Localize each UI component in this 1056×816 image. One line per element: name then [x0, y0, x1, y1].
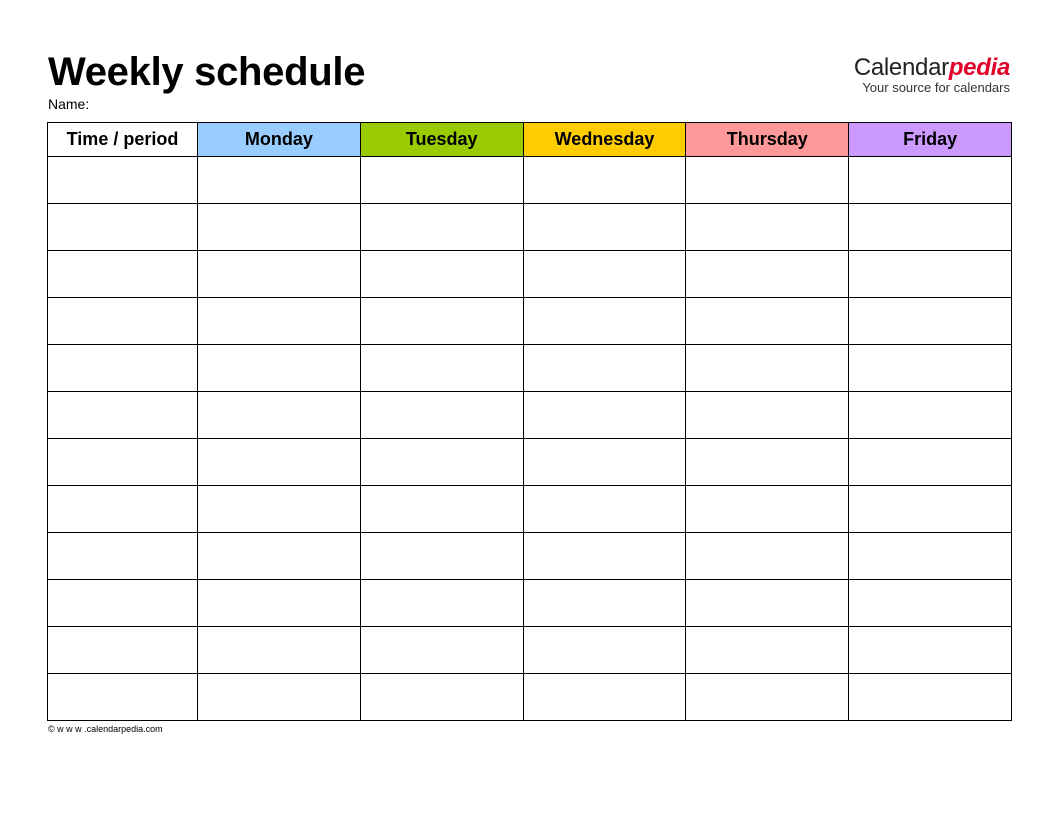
cell-wednesday[interactable]	[523, 486, 686, 533]
cell-thursday[interactable]	[686, 298, 849, 345]
brand-name-part1: Calendar	[853, 54, 949, 81]
cell-monday[interactable]	[198, 533, 361, 580]
cell-tuesday[interactable]	[360, 674, 523, 721]
cell-time-period[interactable]	[48, 157, 198, 204]
cell-monday[interactable]	[198, 627, 361, 674]
cell-friday[interactable]	[849, 157, 1012, 204]
name-label: Name:	[48, 96, 90, 112]
schedule-row	[48, 157, 1012, 204]
cell-monday[interactable]	[198, 345, 361, 392]
cell-friday[interactable]	[849, 298, 1012, 345]
cell-thursday[interactable]	[686, 533, 849, 580]
cell-time-period[interactable]	[48, 392, 198, 439]
cell-tuesday[interactable]	[360, 627, 523, 674]
cell-tuesday[interactable]	[360, 439, 523, 486]
schedule-row	[48, 392, 1012, 439]
cell-tuesday[interactable]	[360, 392, 523, 439]
cell-time-period[interactable]	[48, 627, 198, 674]
cell-wednesday[interactable]	[523, 533, 686, 580]
cell-friday[interactable]	[849, 674, 1012, 721]
cell-time-period[interactable]	[48, 580, 198, 627]
cell-time-period[interactable]	[48, 674, 198, 721]
schedule-row	[48, 204, 1012, 251]
schedule-row	[48, 251, 1012, 298]
header-tuesday: Tuesday	[360, 123, 523, 157]
cell-wednesday[interactable]	[523, 392, 686, 439]
cell-thursday[interactable]	[686, 204, 849, 251]
cell-friday[interactable]	[849, 533, 1012, 580]
schedule-row	[48, 345, 1012, 392]
cell-tuesday[interactable]	[360, 298, 523, 345]
cell-tuesday[interactable]	[360, 486, 523, 533]
cell-thursday[interactable]	[686, 486, 849, 533]
cell-time-period[interactable]	[48, 251, 198, 298]
cell-friday[interactable]	[849, 251, 1012, 298]
page-title: Weekly schedule	[48, 50, 366, 94]
cell-monday[interactable]	[198, 580, 361, 627]
cell-thursday[interactable]	[686, 157, 849, 204]
schedule-row	[48, 486, 1012, 533]
cell-thursday[interactable]	[686, 251, 849, 298]
cell-time-period[interactable]	[48, 298, 198, 345]
cell-tuesday[interactable]	[360, 345, 523, 392]
brand-logo[interactable]	[854, 54, 1010, 95]
cell-wednesday[interactable]	[523, 674, 686, 721]
cell-time-period[interactable]	[48, 486, 198, 533]
brand-name	[854, 54, 1010, 82]
cell-tuesday[interactable]	[360, 157, 523, 204]
cell-wednesday[interactable]	[523, 204, 686, 251]
cell-wednesday[interactable]	[523, 298, 686, 345]
cell-friday[interactable]	[849, 392, 1012, 439]
cell-tuesday[interactable]	[360, 204, 523, 251]
schedule-row	[48, 298, 1012, 345]
schedule-row	[48, 533, 1012, 580]
cell-monday[interactable]	[198, 298, 361, 345]
cell-friday[interactable]	[849, 580, 1012, 627]
cell-tuesday[interactable]	[360, 580, 523, 627]
cell-thursday[interactable]	[686, 345, 849, 392]
cell-wednesday[interactable]	[523, 627, 686, 674]
schedule-table	[47, 122, 1012, 721]
header-monday: Monday	[198, 123, 361, 157]
header-row	[48, 123, 1012, 157]
schedule-row	[48, 627, 1012, 674]
cell-friday[interactable]	[849, 345, 1012, 392]
schedule-row	[48, 674, 1012, 721]
header-time-period: Time / period	[48, 123, 198, 157]
cell-monday[interactable]	[198, 157, 361, 204]
brand-tagline: Your source for calendars	[862, 80, 1010, 95]
cell-wednesday[interactable]	[523, 345, 686, 392]
cell-monday[interactable]	[198, 251, 361, 298]
cell-friday[interactable]	[849, 486, 1012, 533]
cell-thursday[interactable]	[686, 580, 849, 627]
cell-thursday[interactable]	[686, 674, 849, 721]
cell-time-period[interactable]	[48, 533, 198, 580]
cell-friday[interactable]	[849, 439, 1012, 486]
cell-wednesday[interactable]	[523, 580, 686, 627]
cell-thursday[interactable]	[686, 439, 849, 486]
footer-copyright: © w w w .calendarpedia.com	[48, 724, 163, 734]
cell-monday[interactable]	[198, 204, 361, 251]
cell-time-period[interactable]	[48, 204, 198, 251]
cell-tuesday[interactable]	[360, 251, 523, 298]
cell-thursday[interactable]	[686, 627, 849, 674]
cell-monday[interactable]	[198, 439, 361, 486]
cell-friday[interactable]	[849, 627, 1012, 674]
header-wednesday: Wednesday	[523, 123, 686, 157]
cell-wednesday[interactable]	[523, 439, 686, 486]
schedule-row	[48, 439, 1012, 486]
cell-wednesday[interactable]	[523, 251, 686, 298]
cell-monday[interactable]	[198, 392, 361, 439]
cell-monday[interactable]	[198, 674, 361, 721]
cell-time-period[interactable]	[48, 345, 198, 392]
schedule-row	[48, 580, 1012, 627]
cell-friday[interactable]	[849, 204, 1012, 251]
header-friday: Friday	[849, 123, 1012, 157]
cell-wednesday[interactable]	[523, 157, 686, 204]
cell-tuesday[interactable]	[360, 533, 523, 580]
cell-thursday[interactable]	[686, 392, 849, 439]
brand-name-part2: pedia	[948, 54, 1010, 81]
header-thursday: Thursday	[686, 123, 849, 157]
cell-time-period[interactable]	[48, 439, 198, 486]
cell-monday[interactable]	[198, 486, 361, 533]
